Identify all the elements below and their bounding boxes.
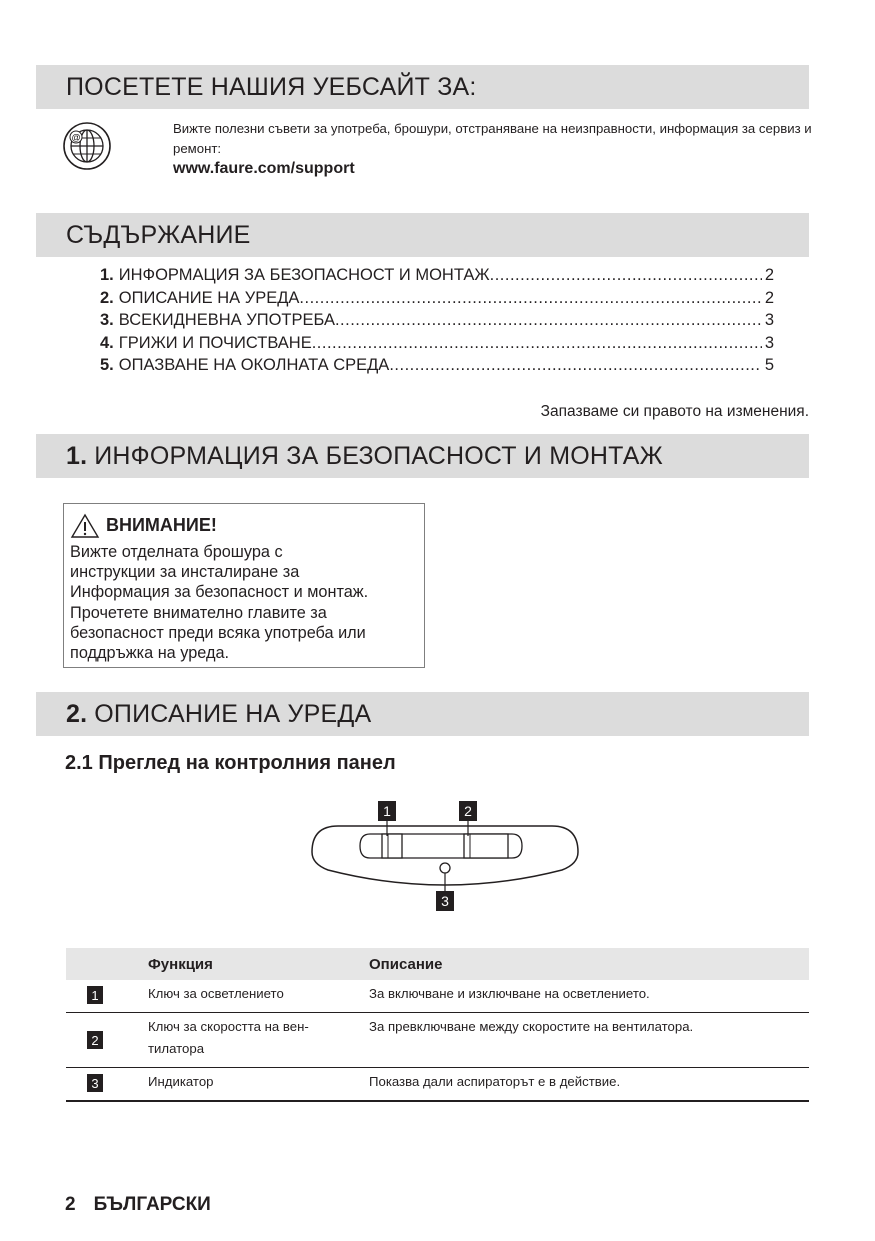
row-description: За превключване между скоростите на вентилатора. <box>369 1019 694 1034</box>
light-switch <box>382 834 402 858</box>
section-number: 2. <box>66 699 88 728</box>
toc-number: 2. <box>100 288 114 307</box>
row-divider <box>66 1012 809 1013</box>
page-footer <box>65 1194 211 1216</box>
toc-number: 5. <box>100 356 114 374</box>
control-panel-diagram <box>300 796 590 916</box>
row-function <box>148 983 284 1005</box>
toc-label: ИНФОРМАЦИЯ ЗА БЕЗОПАСНОСТ И МОНТАЖ <box>118 266 490 284</box>
toc-leader <box>312 334 762 353</box>
callout-label-1: 1 <box>383 803 391 819</box>
function-line: Ключ за осветлението <box>148 986 284 1001</box>
section-title: ОПИСАНИЕ НА УРЕДА <box>94 699 372 728</box>
column-header-function: Функция <box>148 956 213 973</box>
row-function <box>148 1016 309 1060</box>
row-number-badge: 3 <box>87 1074 103 1092</box>
toc-item[interactable] <box>100 266 774 289</box>
section-header-website <box>36 65 809 109</box>
toc-page: 2 <box>764 266 774 284</box>
warning-text <box>70 542 418 663</box>
footer-language: БЪЛГАРСКИ <box>93 1194 211 1215</box>
toc-item[interactable] <box>100 334 774 357</box>
warning-line: Прочетете внимателно главите за <box>70 603 327 622</box>
toc-page: 3 <box>764 333 774 352</box>
callout-label-2: 2 <box>464 803 472 819</box>
toc-leader <box>335 311 762 330</box>
indicator-light <box>440 863 450 873</box>
warning-line: Вижте отделната брошура с <box>70 543 283 561</box>
section-header-contents <box>36 213 809 257</box>
section-number: 1. <box>66 441 88 470</box>
row-number-badge: 2 <box>87 1031 103 1049</box>
toc-item[interactable] <box>100 289 774 312</box>
subsection-title: 2.1 Преглед на контролния панел <box>65 752 396 774</box>
section-header-safety <box>36 434 809 478</box>
toc-label: ГРИЖИ И ПОЧИСТВАНЕ <box>118 333 312 352</box>
toc-page: 5 <box>764 356 774 374</box>
warning-line: инструкции за инсталиране за <box>70 563 300 582</box>
column-header-description: Описание <box>369 956 443 973</box>
warning-box <box>63 503 425 668</box>
page-number: 2 <box>65 1194 76 1215</box>
section-title: СЪДЪРЖАНИЕ <box>66 220 251 249</box>
row-description: За включване и изключване на осветлението. <box>369 986 650 1001</box>
row-number-badge: 1 <box>87 986 103 1004</box>
toc-label: ВСЕКИДНЕВНА УПОТРЕБА <box>118 311 335 329</box>
toc-label: ОПАЗВАНЕ НА ОКОЛНАТА СРЕДА <box>118 356 390 374</box>
row-function <box>148 1071 214 1093</box>
warning-line: Информация за безопасност и монтаж. <box>70 583 369 602</box>
toc-leader <box>490 266 762 285</box>
website-description: Вижте полезни съвети за употреба, брошури, отстраняване на неизправности, информация за сервиз и ремонт: <box>173 121 812 156</box>
warning-title: ВНИМАНИЕ! <box>106 515 217 535</box>
toc-number: 1. <box>100 266 114 284</box>
fan-switch <box>464 834 508 858</box>
globe-at-symbol: @ <box>71 132 81 143</box>
function-line: Индикатор <box>148 1074 214 1089</box>
toc-number: 3. <box>100 311 114 329</box>
toc-label: ОПИСАНИЕ НА УРЕДА <box>118 288 300 307</box>
row-divider <box>66 1067 809 1068</box>
warning-line: безопасност преди всяка употреба или <box>70 623 366 642</box>
function-line: тилатора <box>148 1041 205 1056</box>
toc-page: 3 <box>764 311 774 329</box>
section-title: ИНФОРМАЦИЯ ЗА БЕЗОПАСНОСТ И МОНТАЖ <box>94 441 663 470</box>
toc-leader <box>389 356 761 375</box>
section-header-description <box>36 692 809 736</box>
support-url[interactable]: www.faure.com/support <box>173 160 355 177</box>
warning-line: поддръжка на уреда. <box>70 644 230 663</box>
globe-icon <box>62 121 112 171</box>
function-line: Ключ за скоростта на вен- <box>148 1019 309 1034</box>
warning-triangle-icon <box>70 513 100 539</box>
toc-item[interactable] <box>100 311 774 334</box>
callout-label-3: 3 <box>441 893 449 909</box>
row-description: Показва дали аспираторът е в действие. <box>369 1074 621 1089</box>
table-bottom-rule <box>66 1100 809 1102</box>
rights-reserved-note: Запазваме си правото на изменения. <box>540 403 809 420</box>
toc-leader <box>299 289 761 308</box>
toc-page: 2 <box>764 288 774 307</box>
table-of-contents <box>100 266 774 379</box>
toc-item[interactable] <box>100 356 774 379</box>
toc-number: 4. <box>100 333 114 352</box>
section-title: ПОСЕТЕТЕ НАШИЯ УЕБСАЙТ ЗА: <box>66 72 477 101</box>
